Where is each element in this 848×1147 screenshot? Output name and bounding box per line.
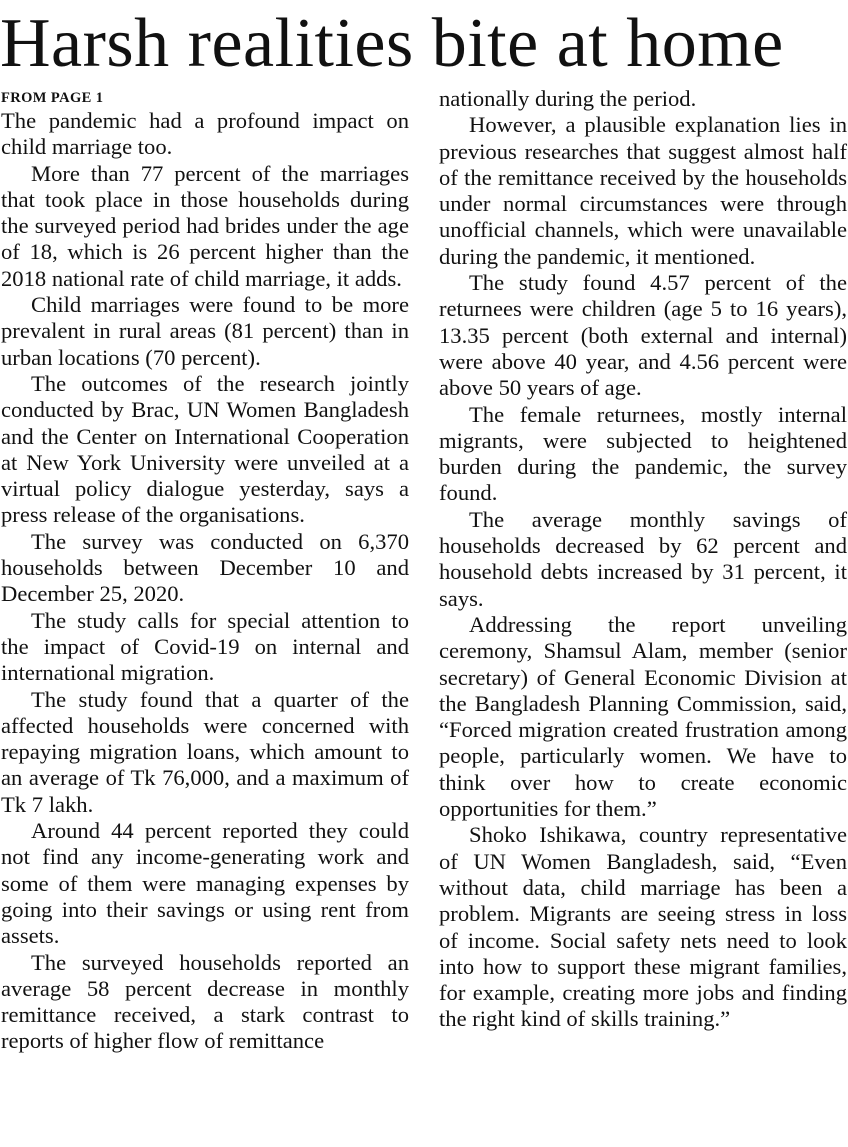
paragraph: Shoko Ishikawa, country representative of UN Women Bangladesh, said, “Even without data, child marriage has been a problem. Migrants are seeing stress in loss of income. Social safety nets need to look into how to support these migrant families, for example, creating more jobs and finding the right kind of skills training.” (439, 822, 847, 1032)
paragraph: The survey was conducted on 6,370 households between December 10 and December 25, 2020. (1, 528, 409, 607)
paragraph: The study found that a quarter of the affected households were concerned with repaying migration loans, which amount to an average of Tk 76,000, and a maximum of Tk 7 lakh. (1, 686, 409, 817)
continuation-kicker: FROM PAGE 1 (1, 90, 104, 106)
paragraph: Around 44 percent reported they could not find any income-generating work and some of them were managing expenses by going into their savings or using rent from assets. (1, 818, 409, 949)
article-column-right (439, 86, 847, 1033)
headline: Harsh realities bite at home (0, 5, 784, 82)
paragraph: The outcomes of the research jointly conducted by Brac, UN Women Bangladesh and the Center on International Cooperation at New York University were unveiled at a virtual policy dialogue yesterday, says a press release of the organisations. (1, 370, 409, 528)
paragraph: The surveyed households reported an average 58 percent decrease in monthly remittance received, a stark contrast to reports of higher flow of remittance (1, 949, 409, 1054)
paragraph: Addressing the report unveiling ceremony, Shamsul Alam, member (senior secretary) of General Economic Division at the Bangladesh Planning Commission, said, “Forced migration created frustration among people, particularly women. We have to think over how to create economic opportunities for them.” (439, 611, 847, 822)
paragraph: The average monthly savings of households decreased by 62 percent and household debts increased by 31 percent, it says. (439, 506, 847, 611)
paragraph: Child marriages were found to be more prevalent in rural areas (81 percent) than in urban locations (70 percent). (1, 292, 409, 370)
paragraph: The pandemic had a profound impact on child marriage too. (1, 108, 409, 160)
paragraph: The female returnees, mostly internal migrants, were subjected to heightened burden during the pandemic, the survey found. (439, 401, 847, 506)
paragraph: More than 77 percent of the marriages that took place in those households during the surveyed period had brides under the age of 18, which is 26 percent higher than the 2018 national rate of child marriage, it adds. (1, 160, 409, 291)
paragraph-continued: nationally during the period. (439, 86, 697, 111)
paragraph: The study found 4.57 percent of the returnees were children (age 5 to 16 years), 13.35 percent (both external and internal) were above 40 year, and 4.56 percent were above 50 years of age. (439, 270, 847, 401)
article-column-left (1, 86, 409, 1055)
paragraph: The study calls for special attention to the impact of Covid-19 on internal and international migration. (1, 607, 409, 686)
paragraph: However, a plausible explanation lies in previous researches that suggest almost half of the remittance received by the households under normal circumstances were through unofficial channels, which were unavailable during the pandemic, it mentioned. (439, 112, 847, 269)
